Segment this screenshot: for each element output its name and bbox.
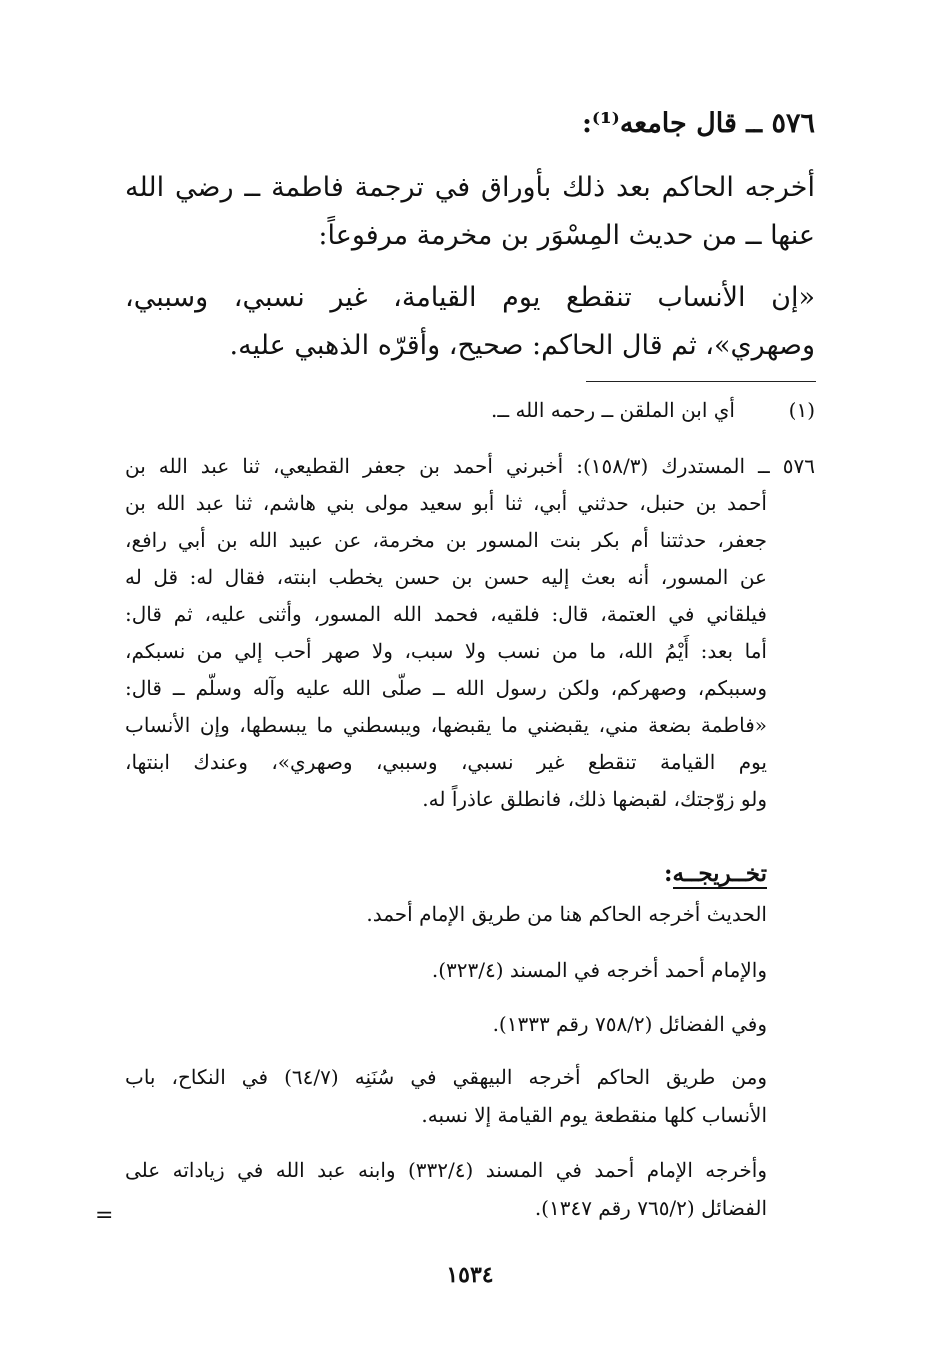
source-line-7: وسببكم، وصهركم، ولكن رسول الله ــ صلّى الله عليه وآله وسلّم ــ قال: bbox=[125, 676, 767, 700]
takhrij-paragraph-4-line-1: ومن طريق الحاكم أخرجه البيهقي في سُنَنِه (٦٤/٧) في النكاح، باب bbox=[125, 1065, 767, 1089]
takhrij-paragraph-1: الحديث أخرجه الحاكم هنا من طريق الإمام أحمد. bbox=[366, 902, 767, 926]
hadith-line-1: «إن الأنساب تنقطع يوم القيامة، غير نسبي، وسببي، bbox=[125, 282, 815, 313]
main-line-2: عنها ــ من حديث المِسْوَر بن مخرمة مرفوعاً: bbox=[318, 220, 815, 251]
takhrij-paragraph-3: وفي الفضائل (٧٥٨/٢ رقم ١٣٣٣). bbox=[492, 1012, 767, 1036]
source-line-5: فيلقاني في العتمة، قال: فلقيه، فحمد الله المسور، وأثنى عليه، ثم قال: bbox=[125, 602, 767, 626]
hadith-line-2: وصهري»، ثم قال الحاكم: صحيح، وأقرّه الذهبي عليه. bbox=[229, 330, 815, 361]
source-line-1: ٥٧٦ ــ المستدرك (١٥٨/٣): أخبرني أحمد بن جعفر القطيعي، ثنا عبد الله بن bbox=[125, 454, 815, 478]
takhrij-paragraph-4-line-2: الأنساب كلها منقطعة يوم القيامة إلا نسبه. bbox=[421, 1103, 767, 1127]
takhrij-paragraph-5-line-1: وأخرجه الإمام أحمد في المسند (٣٣٢/٤) وابنه عبد الله في زياداته على bbox=[125, 1158, 767, 1182]
source-line-8: «فاطمة بضعة مني، يقبضني ما يقبضها، ويبسطني ما يبسطها، وإن الأنساب bbox=[125, 713, 767, 737]
source-line-9: يوم القيامة تنقطع غير نسبي، وسببي، وصهري»، وعندك ابنتها، bbox=[125, 750, 767, 774]
footnote-separator bbox=[586, 381, 816, 382]
entry-title-text: ٥٧٦ ــ قال جامعه⁽¹⁾: bbox=[581, 108, 815, 139]
source-line-6: أما بعد: أَيْمُ الله، ما من نسب ولا سبب، ولا صهر أحب إلي من نسبكم، bbox=[125, 639, 767, 663]
source-line-3: جعفر، حدثتنا أم بكر بنت المسور بن مخرمة، عن عبيد الله بن أبي رافع، bbox=[125, 528, 767, 552]
source-line-4: عن المسور، أنه بعث إليه حسن بن حسن يخطب ابنته، فقال له: قل له bbox=[125, 565, 767, 589]
takhrij-heading-colon: : bbox=[664, 860, 673, 887]
takhrij-paragraph-2: والإمام أحمد أخرجه في المسند (٣٢٣/٤). bbox=[431, 958, 767, 982]
page-number: ١٥٣٤ bbox=[446, 1262, 494, 1288]
footnote-text: أي ابن الملقن ــ رحمه الله ــ. bbox=[491, 398, 735, 422]
continuation-mark: = bbox=[95, 1203, 114, 1228]
main-line-1: أخرجه الحاكم بعد ذلك بأوراق في ترجمة فاطمة ــ رضي الله bbox=[125, 172, 815, 203]
source-line-2: أحمد بن حنبل، حدثني أبي، ثنا أبو سعيد مولى بني هاشم، ثنا عبد الله بن bbox=[125, 491, 767, 515]
footnote-number: (١) bbox=[788, 398, 815, 422]
source-line-10: ولو زوّجتك، لقبضها ذلك، فانطلق عاذراً له. bbox=[422, 787, 767, 811]
takhrij-heading-text: تخــريجــه bbox=[672, 860, 767, 887]
takhrij-heading bbox=[664, 860, 767, 887]
takhrij-paragraph-5-line-2: الفضائل (٧٦٥/٢ رقم ١٣٤٧). bbox=[534, 1196, 767, 1220]
